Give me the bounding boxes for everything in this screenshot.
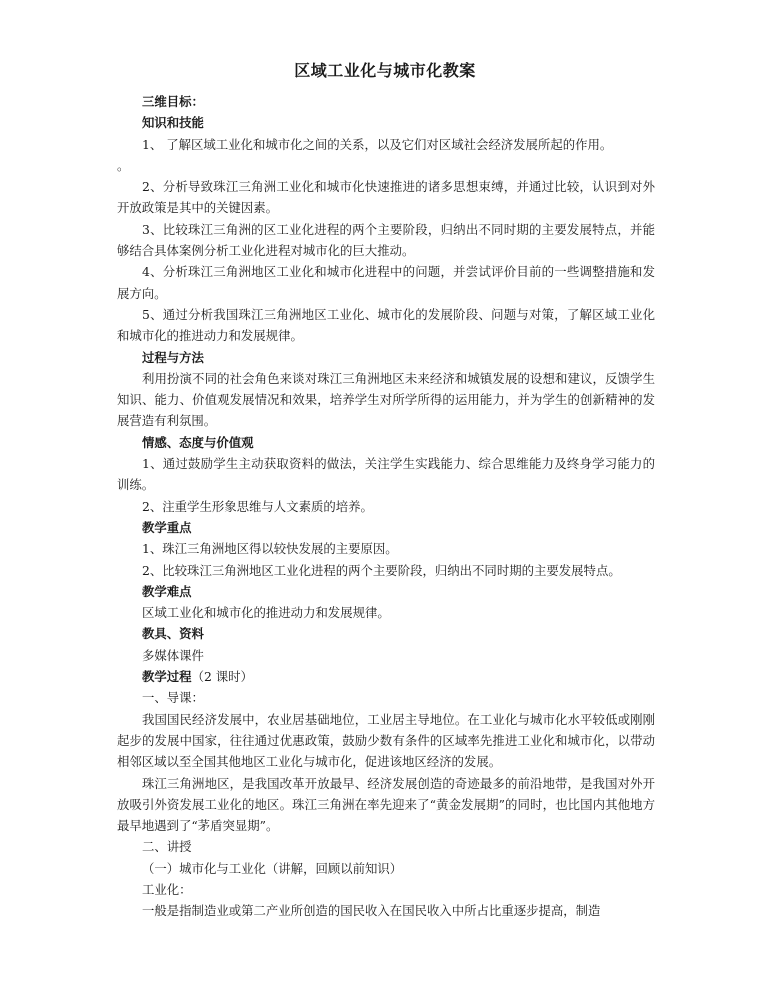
heading-key-points: 教学重点 <box>142 519 192 535</box>
heading-emotion-values: 情感、态度与价值观 <box>142 434 254 450</box>
paragraph-introduction-1: 我国国民经济发展中，农业居基础地位，工业居主导地位。在工业化与城市化水平较低或刚刚起步的发展中国家，往往通过优惠政策，鼓励少数有条件的区域率先推进工业化和城市化，以带动相邻区域以至全国其他地区工业化与城市化，促进该地区经济的发展。 <box>117 711 655 770</box>
paragraph-emotion-1: 1、通过鼓励学生主动获取资料的做法，关注学生实践能力、综合思维能力及终身学习能力的训练。 <box>117 456 655 493</box>
heading-teaching-process-hours: （2 课时） <box>191 669 253 685</box>
paragraph-introduction-2: 珠江三角洲地区，是我国改革开放最早、经济发展创造的奇迹最多的前沿地带，是我国对外开放吸引外资发展工业化的地区。珠江三角洲在率先迎来了“黄金发展期”的同时，也比国内其他地方最早地遇到了“茅盾突显期”。 <box>117 775 655 834</box>
paragraph-key-point-2: 2、比较珠江三角洲地区工业化进程的两个主要阶段，归纳出不同时期的主要发展特点。 <box>142 562 621 578</box>
heading-teaching-aids: 教具、资料 <box>142 626 204 642</box>
document-title: 区域工业化与城市化教案 <box>294 61 476 80</box>
paragraph-key-point-1: 1、珠江三角洲地区得以较快发展的主要原因。 <box>142 541 398 557</box>
document-body <box>117 91 655 922</box>
paragraph-difficulty: 区域工业化和城市化的推进动力和发展规律。 <box>142 605 390 621</box>
heading-teaching-process-label: 教学过程 <box>142 669 192 685</box>
paragraph-industrialization-definition: 一般是指制造业或第二产业所创造的国民收入在国民收入中所占比重逐步提高，制造 <box>142 903 601 919</box>
paragraph-knowledge-1: 1、 了解区域工业化和城市化之间的关系，以及它们对区域社会经济发展所起的作用。 <box>142 136 613 152</box>
heading-objectives: 三维目标： <box>142 94 204 109</box>
paragraph-teaching-aids: 多媒体课件 <box>142 647 204 663</box>
paragraph-knowledge-3: 3、比较珠江三角洲的区工业化进程的两个主要阶段，归纳出不同时期的主要发展特点，并能够结合具体案例分析工业化进程对城市化的巨大推动。 <box>117 221 655 259</box>
paragraph-emotion-2: 2、注重学生形象思维与人文素质的培养。 <box>142 498 373 514</box>
term-industrialization: 工业化： <box>142 881 192 897</box>
heading-teaching-process <box>117 666 655 687</box>
heading-knowledge-skills: 知识和技能 <box>142 115 204 131</box>
heading-difficulties: 教学难点 <box>142 583 192 599</box>
paragraph-process-method: 利用扮演不同的社会角色来谈对珠江三角洲地区未来经济和城镇发展的设想和建议，反馈学生知识、能力、价值观发展情况和效果，培养学生对所学所得的运用能力，并为学生的创新精神的发展营造有利氛围。 <box>117 370 655 429</box>
paragraph-knowledge-2: 2、分析导致珠江三角洲工业化和城市化快速推进的诸多思想束缚，并通过比较，认识到对外开放政策是其中的关键因素。 <box>117 179 655 216</box>
subheading-introduction: 一、导课： <box>142 690 204 706</box>
paragraph-knowledge-1-tail: 。 <box>117 157 130 173</box>
subheading-lecture: 二、讲授 <box>142 839 192 855</box>
paragraph-knowledge-5: 5、通过分析我国珠江三角洲地区工业化、城市化的发展阶段、问题与对策，了解区域工业化和城市化的推进动力和发展规律。 <box>117 306 655 344</box>
heading-process-method: 过程与方法 <box>142 349 204 365</box>
paragraph-knowledge-4: 4、分析珠江三角洲地区工业化和城市化进程中的问题，并尝试评价目前的一些调整措施和发展方向。 <box>117 264 655 301</box>
subheading-urbanization-industrialization: （一）城市化与工业化（讲解，回顾以前知识） <box>142 860 403 876</box>
